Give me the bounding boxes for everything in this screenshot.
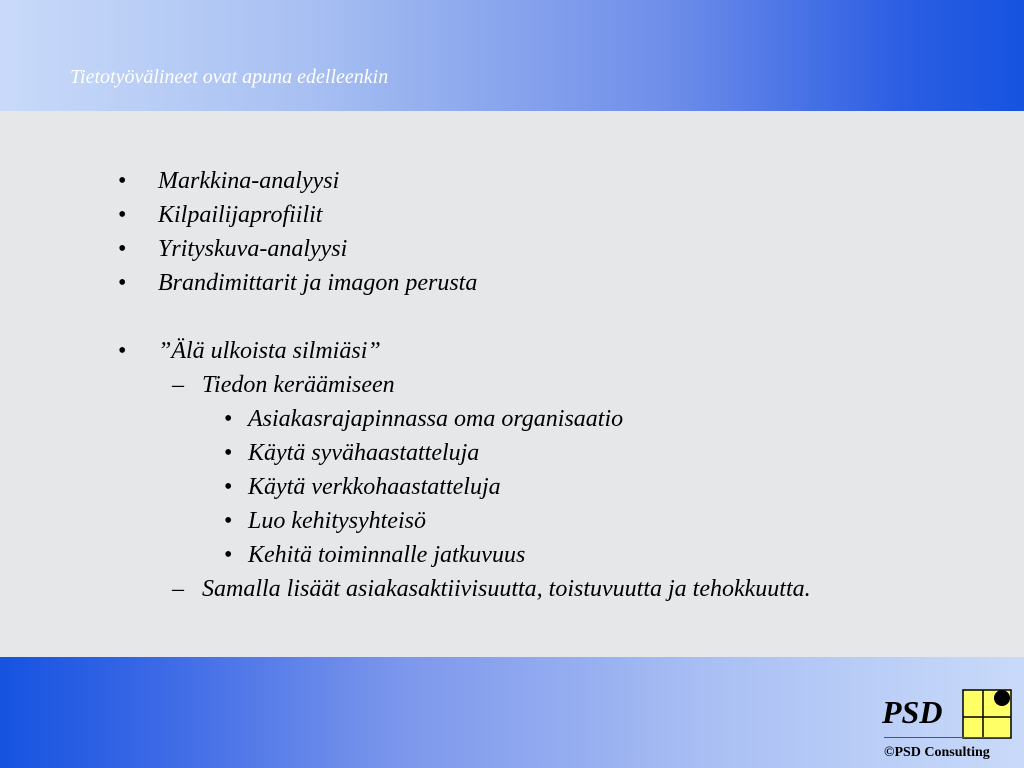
- copyright-text: ©PSD Consulting: [884, 745, 990, 760]
- bullet-icon: •: [224, 406, 233, 432]
- dash-icon: –: [172, 372, 184, 398]
- title-banner: [0, 0, 1024, 111]
- bullet-icon: •: [118, 168, 127, 194]
- subsub-bullet-item: Kehitä toiminnalle jatkuvuus: [248, 542, 526, 568]
- dash-icon: –: [172, 576, 184, 602]
- psd-logo-icon: [962, 689, 1012, 739]
- sub-bullet-item: Tiedon keräämiseen: [202, 372, 395, 398]
- slide-title: Tietotyövälineet ovat apuna edelleenkin: [70, 66, 389, 88]
- subsub-bullet-item: Käytä verkkohaastatteluja: [248, 474, 501, 500]
- bullet-icon: •: [224, 440, 233, 466]
- bullet-item: ”Älä ulkoista silmiäsi”: [158, 338, 381, 364]
- bullet-icon: •: [118, 202, 127, 228]
- footer-banner: [0, 657, 1024, 768]
- sub-bullet-item: Samalla lisäät asiakasaktiivisuutta, toistuvuutta ja tehokkuutta.: [202, 576, 811, 602]
- bullet-icon: •: [224, 542, 233, 568]
- slide-body: [0, 111, 1024, 657]
- bullet-item: Kilpailijaprofiilit: [158, 202, 323, 228]
- subsub-bullet-item: Luo kehitysyhteisö: [248, 508, 426, 534]
- bullet-icon: •: [224, 474, 233, 500]
- bullet-item: Yrityskuva-analyysi: [158, 236, 348, 262]
- subsub-bullet-item: Asiakasrajapinnassa oma organisaatio: [248, 406, 624, 432]
- subsub-bullet-item: Käytä syvähaastatteluja: [248, 440, 480, 466]
- bullet-icon: •: [118, 270, 127, 296]
- bullet-icon: •: [118, 236, 127, 262]
- psd-logo-text: PSD: [882, 694, 943, 730]
- bullet-item: Markkina-analyysi: [158, 168, 340, 194]
- bullet-item: Brandimittarit ja imagon perusta: [158, 270, 478, 296]
- bullet-icon: •: [224, 508, 233, 534]
- bullet-icon: •: [118, 338, 127, 364]
- logo-divider: [884, 737, 1010, 738]
